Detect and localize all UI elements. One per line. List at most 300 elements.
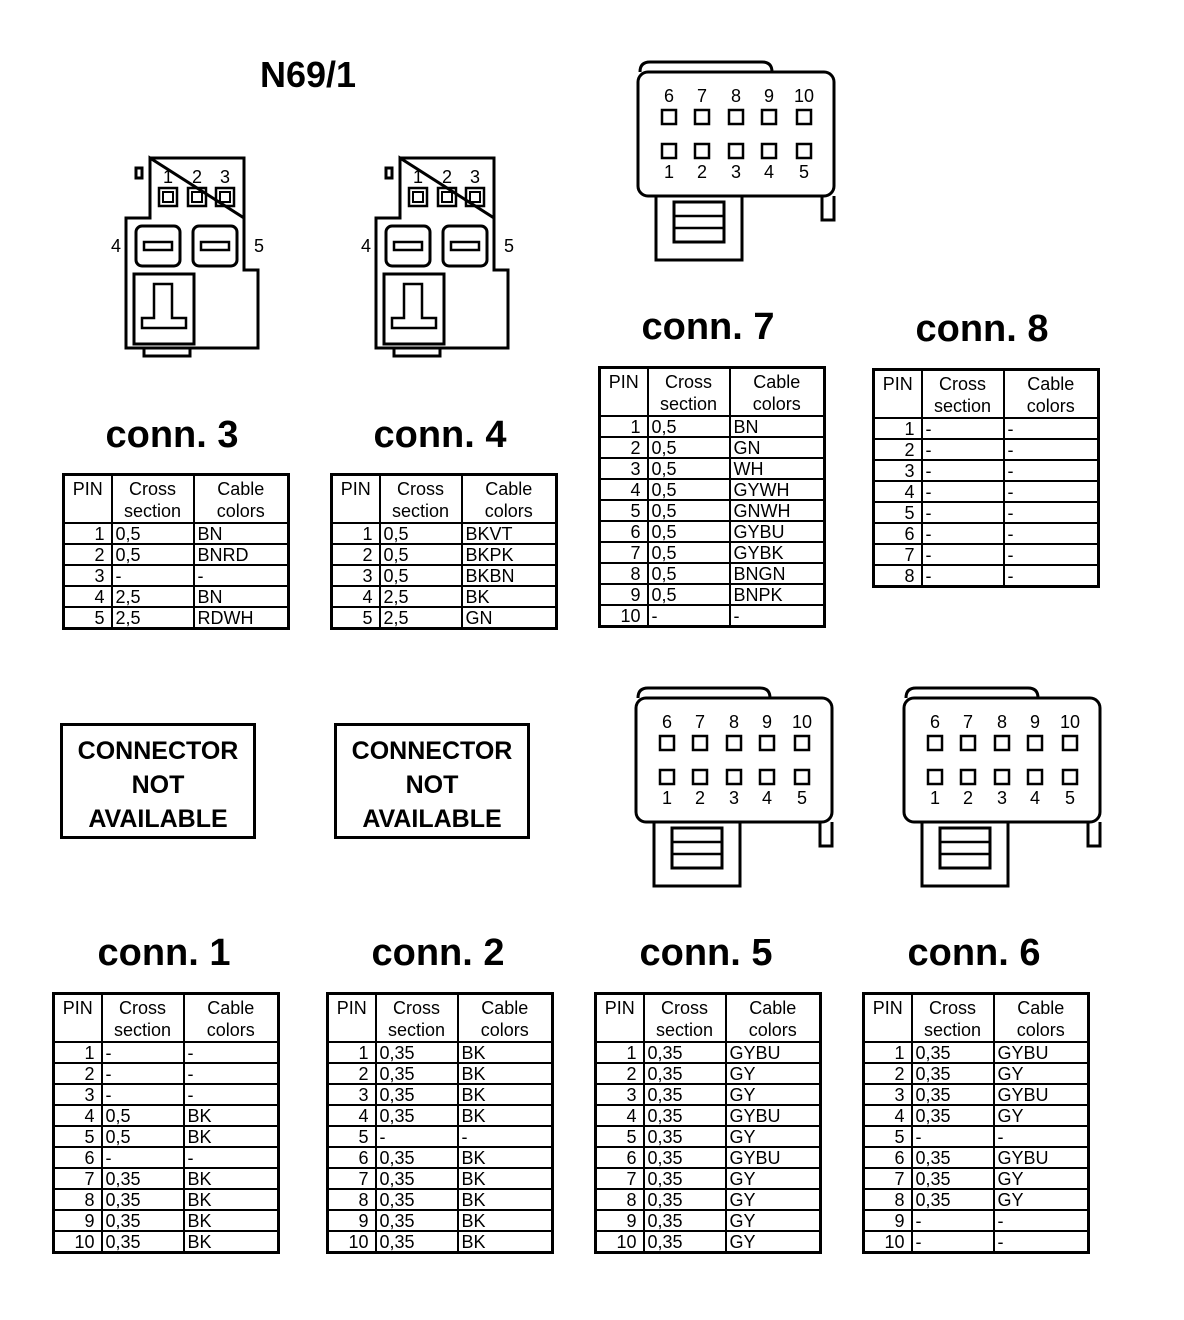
- cable-color-cell: GY: [726, 1084, 821, 1105]
- pin-cell: 4: [54, 1105, 102, 1126]
- cable-color-cell: BK: [458, 1210, 553, 1231]
- pin-contact: [413, 192, 423, 202]
- cable-color-cell: GY: [726, 1168, 821, 1189]
- pin-label: 2: [441, 167, 453, 187]
- cross-section-cell: -: [912, 1231, 994, 1253]
- cross-section-cell: 0,5: [648, 416, 730, 437]
- pin-cell: 7: [596, 1168, 644, 1189]
- pin-label: 3: [469, 167, 481, 187]
- cross-section-cell: -: [922, 544, 1004, 565]
- conn2-title: conn. 2: [371, 932, 505, 974]
- cross-section-cell: -: [922, 481, 1004, 502]
- cable-color-cell: BN: [194, 586, 289, 607]
- cross-section-cell: 0,35: [912, 1105, 994, 1126]
- table-row: [596, 1189, 821, 1210]
- cable-color-cell: -: [994, 1126, 1089, 1147]
- pin-label: 10: [791, 712, 813, 732]
- cross-section-cell: -: [922, 460, 1004, 481]
- pin-header: PIN: [596, 994, 644, 1043]
- housing-tab: [822, 196, 834, 220]
- pin-label: 4: [763, 162, 775, 182]
- table-row: [864, 1210, 1089, 1231]
- pin-cell: 5: [332, 607, 380, 629]
- power-pin-socket: [136, 226, 180, 266]
- cable-color-cell: BKVT: [462, 523, 557, 544]
- pin-cell: 4: [596, 1105, 644, 1126]
- conn3-pin-table: [62, 473, 290, 630]
- latch-tab: [136, 168, 142, 178]
- pin-cell: 4: [332, 586, 380, 607]
- table-header-row: [874, 370, 1099, 419]
- cross-section-header: Cross section: [912, 994, 994, 1043]
- cable-color-cell: -: [184, 1042, 279, 1063]
- pin-cell: 2: [54, 1063, 102, 1084]
- pin-header: PIN: [328, 994, 376, 1043]
- cable-color-cell: -: [184, 1147, 279, 1168]
- pin-cell: 3: [332, 565, 380, 586]
- cable-color-cell: -: [1004, 523, 1099, 544]
- pin-label: 4: [360, 236, 372, 256]
- cable-color-cell: -: [194, 565, 289, 586]
- pin-cell: 2: [600, 437, 648, 458]
- pin-label: 2: [696, 162, 708, 182]
- pin-label: 5: [253, 236, 265, 256]
- pin-header: PIN: [332, 475, 380, 524]
- pin-cell: 1: [64, 523, 112, 544]
- pin-cell: 1: [600, 416, 648, 437]
- pin-cell: 1: [54, 1042, 102, 1063]
- table-row: [596, 1147, 821, 1168]
- cross-section-cell: 0,5: [112, 523, 194, 544]
- pin-label: 3: [219, 167, 231, 187]
- pin-label: 8: [728, 712, 740, 732]
- pin-label: 7: [962, 712, 974, 732]
- pin-label: 6: [663, 86, 675, 106]
- table-row: [596, 1063, 821, 1084]
- table-row: [596, 1084, 821, 1105]
- na-line-2: NOT: [131, 771, 185, 799]
- pin-label: 5: [796, 788, 808, 808]
- table-row: [54, 1168, 279, 1189]
- conn7-pin-table: [598, 366, 826, 628]
- cross-section-cell: 0,5: [648, 458, 730, 479]
- pin-label: 6: [661, 712, 673, 732]
- table-row: [332, 565, 557, 586]
- cross-section-cell: 2,5: [112, 586, 194, 607]
- table-row: [864, 1063, 1089, 1084]
- pin-cell: 8: [874, 565, 922, 587]
- pin-contact: [220, 192, 230, 202]
- latch: [674, 202, 724, 242]
- table-row: [600, 563, 825, 584]
- pin-header: PIN: [64, 475, 112, 524]
- pin-cell: 7: [54, 1168, 102, 1189]
- cable-color-cell: -: [994, 1210, 1089, 1231]
- pin-cell: 5: [600, 500, 648, 521]
- na-line-2: NOT: [405, 771, 459, 799]
- pin-label: 3: [728, 788, 740, 808]
- pin-cell: 3: [328, 1084, 376, 1105]
- cable-color-cell: BK: [184, 1168, 279, 1189]
- table-row: [596, 1168, 821, 1189]
- table-row: [328, 1126, 553, 1147]
- cable-color-cell: -: [1004, 439, 1099, 460]
- pin-cell: 7: [328, 1168, 376, 1189]
- cable-colors-header: Cable colors: [458, 994, 553, 1043]
- cross-section-cell: 2,5: [380, 607, 462, 629]
- table-row: [54, 1210, 279, 1231]
- table-row: [600, 542, 825, 563]
- cable-color-cell: BK: [458, 1042, 553, 1063]
- pin-label: 9: [763, 86, 775, 106]
- cable-color-cell: -: [1004, 481, 1099, 502]
- pin-label: 2: [694, 788, 706, 808]
- table-row: [328, 1168, 553, 1189]
- cable-color-cell: GNWH: [730, 500, 825, 521]
- table-row: [54, 1231, 279, 1253]
- cable-color-cell: GN: [462, 607, 557, 629]
- pin-cell: 8: [600, 563, 648, 584]
- pin-cell: 2: [596, 1063, 644, 1084]
- pin-label: 1: [661, 788, 673, 808]
- cross-section-cell: -: [912, 1126, 994, 1147]
- table-row: [596, 1126, 821, 1147]
- table-row: [596, 1210, 821, 1231]
- housing-tab: [820, 822, 832, 846]
- cable-color-cell: -: [1004, 418, 1099, 439]
- cable-color-cell: BK: [184, 1231, 279, 1253]
- table-row: [54, 1126, 279, 1147]
- connector-4-diagram: [358, 158, 518, 358]
- cross-section-cell: 0,5: [648, 542, 730, 563]
- cable-color-cell: GY: [994, 1105, 1089, 1126]
- pin-cell: 1: [596, 1042, 644, 1063]
- cross-section-cell: 0,35: [912, 1063, 994, 1084]
- cable-color-cell: GYBU: [726, 1147, 821, 1168]
- table-row: [332, 586, 557, 607]
- pin-cell: 5: [864, 1126, 912, 1147]
- cable-colors-header: Cable colors: [194, 475, 289, 524]
- cross-section-cell: 0,35: [644, 1105, 726, 1126]
- pin-cell: 8: [328, 1189, 376, 1210]
- cable-color-cell: -: [730, 605, 825, 627]
- cable-color-cell: BK: [458, 1231, 553, 1253]
- pin-label: 2: [191, 167, 203, 187]
- cross-section-cell: 0,5: [380, 544, 462, 565]
- pin-label: 4: [761, 788, 773, 808]
- na-line-1: CONNECTOR: [351, 737, 513, 765]
- table-row: [874, 418, 1099, 439]
- pin-cell: 10: [600, 605, 648, 627]
- conn2-pin-table: [326, 992, 554, 1254]
- table-row: [596, 1105, 821, 1126]
- pin-label: 3: [730, 162, 742, 182]
- table-row: [332, 607, 557, 629]
- table-row: [864, 1189, 1089, 1210]
- pin-cell: 5: [328, 1126, 376, 1147]
- cable-colors-header: Cable colors: [184, 994, 279, 1043]
- cross-section-header: Cross section: [380, 475, 462, 524]
- cross-section-cell: 0,35: [912, 1168, 994, 1189]
- pin-label: 5: [503, 236, 515, 256]
- table-row: [332, 544, 557, 565]
- pin-label: 10: [1059, 712, 1081, 732]
- pin-cell: 8: [864, 1189, 912, 1210]
- pin-cell: 5: [596, 1126, 644, 1147]
- cable-color-cell: GYBU: [730, 521, 825, 542]
- cross-section-cell: 0,35: [376, 1042, 458, 1063]
- cross-section-cell: -: [922, 502, 1004, 523]
- cross-section-cell: 0,35: [102, 1189, 184, 1210]
- cable-color-cell: BK: [458, 1189, 553, 1210]
- cross-section-cell: 0,5: [648, 437, 730, 458]
- cross-section-cell: 0,35: [102, 1210, 184, 1231]
- pin-socket: [159, 188, 177, 206]
- cable-color-cell: BK: [184, 1210, 279, 1231]
- cross-section-cell: -: [922, 523, 1004, 544]
- table-row: [54, 1147, 279, 1168]
- power-pin-blade: [451, 242, 479, 250]
- pin-contact: [470, 192, 480, 202]
- cross-section-cell: 0,35: [644, 1063, 726, 1084]
- cable-colors-header: Cable colors: [726, 994, 821, 1043]
- table-row: [874, 544, 1099, 565]
- pin-cell: 10: [328, 1231, 376, 1253]
- cable-color-cell: GYBU: [726, 1042, 821, 1063]
- cross-section-cell: 0,35: [644, 1126, 726, 1147]
- cross-section-cell: -: [102, 1147, 184, 1168]
- cable-color-cell: BK: [458, 1168, 553, 1189]
- table-row: [600, 437, 825, 458]
- pin-label: 1: [663, 162, 675, 182]
- cable-color-cell: GYBK: [730, 542, 825, 563]
- pin-label: 9: [761, 712, 773, 732]
- cable-color-cell: GYWH: [730, 479, 825, 500]
- cable-color-cell: BK: [458, 1147, 553, 1168]
- table-row: [864, 1147, 1089, 1168]
- table-row: [596, 1231, 821, 1253]
- latch-tab: [386, 168, 392, 178]
- cross-section-header: Cross section: [102, 994, 184, 1043]
- table-header-row: [332, 475, 557, 524]
- table-row: [328, 1105, 553, 1126]
- conn6-title: conn. 6: [907, 932, 1041, 974]
- pin-cell: 7: [600, 542, 648, 563]
- conn5-pin-table: [594, 992, 822, 1254]
- cable-color-cell: GN: [730, 437, 825, 458]
- cable-color-cell: BN: [730, 416, 825, 437]
- cable-colors-header: Cable colors: [462, 475, 557, 524]
- cross-section-cell: 0,5: [648, 584, 730, 605]
- cross-section-cell: 2,5: [380, 586, 462, 607]
- cross-section-header: Cross section: [112, 475, 194, 524]
- connector-not-available-box-2: [334, 723, 530, 839]
- cable-color-cell: BKPK: [462, 544, 557, 565]
- pin-cell: 3: [600, 458, 648, 479]
- cross-section-cell: 0,5: [648, 500, 730, 521]
- power-pin-socket: [443, 226, 487, 266]
- table-row: [874, 481, 1099, 502]
- pin-cell: 6: [328, 1147, 376, 1168]
- cable-color-cell: GY: [726, 1189, 821, 1210]
- pin-label: 7: [696, 86, 708, 106]
- pin-label: 4: [1029, 788, 1041, 808]
- cable-color-cell: -: [1004, 565, 1099, 587]
- table-row: [64, 565, 289, 586]
- cross-section-cell: -: [102, 1042, 184, 1063]
- pin-cell: 9: [600, 584, 648, 605]
- pin-label: 8: [730, 86, 742, 106]
- cross-section-cell: 0,35: [912, 1042, 994, 1063]
- cross-section-cell: -: [112, 565, 194, 586]
- table-row: [64, 586, 289, 607]
- table-row: [600, 479, 825, 500]
- pin-cell: 1: [332, 523, 380, 544]
- conn8-title: conn. 8: [915, 308, 1049, 350]
- cross-section-cell: 0,35: [376, 1210, 458, 1231]
- cross-section-cell: 0,35: [102, 1231, 184, 1253]
- cross-section-cell: 0,5: [648, 521, 730, 542]
- pin-cell: 4: [864, 1105, 912, 1126]
- cross-section-cell: -: [102, 1063, 184, 1084]
- pin-cell: 4: [600, 479, 648, 500]
- pin-header: PIN: [874, 370, 922, 419]
- cable-color-cell: BK: [184, 1189, 279, 1210]
- conn1-title: conn. 1: [97, 932, 231, 974]
- cable-color-cell: -: [1004, 544, 1099, 565]
- cable-color-cell: GY: [994, 1189, 1089, 1210]
- cable-color-cell: GYBU: [994, 1147, 1089, 1168]
- cable-color-cell: -: [184, 1063, 279, 1084]
- pin-socket: [409, 188, 427, 206]
- table-row: [874, 439, 1099, 460]
- pin-cell: 5: [54, 1126, 102, 1147]
- pin-cell: 4: [328, 1105, 376, 1126]
- cross-section-cell: 0,5: [102, 1126, 184, 1147]
- table-row: [54, 1189, 279, 1210]
- pin-label: 2: [962, 788, 974, 808]
- cross-section-header: Cross section: [376, 994, 458, 1043]
- cable-color-cell: BN: [194, 523, 289, 544]
- cross-section-cell: 0,35: [644, 1084, 726, 1105]
- pin-cell: 9: [328, 1210, 376, 1231]
- cross-section-cell: 0,35: [376, 1231, 458, 1253]
- pin-cell: 5: [874, 502, 922, 523]
- table-row: [596, 1042, 821, 1063]
- cross-section-header: Cross section: [644, 994, 726, 1043]
- cross-section-cell: 0,35: [376, 1147, 458, 1168]
- cable-colors-header: Cable colors: [994, 994, 1089, 1043]
- latch: [940, 828, 990, 868]
- cross-section-cell: -: [648, 605, 730, 627]
- table-row: [864, 1105, 1089, 1126]
- pin-label: 7: [694, 712, 706, 732]
- table-row: [328, 1189, 553, 1210]
- cable-color-cell: GY: [726, 1231, 821, 1253]
- pin-cell: 3: [54, 1084, 102, 1105]
- pin-cell: 2: [864, 1063, 912, 1084]
- power-pin-blade: [201, 242, 229, 250]
- table-row: [64, 607, 289, 629]
- table-row: [600, 416, 825, 437]
- pin-header: PIN: [54, 994, 102, 1043]
- pin-cell: 4: [874, 481, 922, 502]
- pin-label: 8: [996, 712, 1008, 732]
- table-row: [600, 605, 825, 627]
- table-row: [864, 1126, 1089, 1147]
- table-header-row: [596, 994, 821, 1043]
- cable-color-cell: GY: [726, 1063, 821, 1084]
- table-row: [600, 458, 825, 479]
- cross-section-header: Cross section: [922, 370, 1004, 419]
- table-row: [874, 502, 1099, 523]
- cable-color-cell: WH: [730, 458, 825, 479]
- table-row: [54, 1105, 279, 1126]
- cross-section-cell: 0,5: [112, 544, 194, 565]
- cross-section-cell: 0,35: [912, 1189, 994, 1210]
- cable-color-cell: -: [994, 1231, 1089, 1253]
- cross-section-cell: 0,35: [376, 1063, 458, 1084]
- table-row: [332, 523, 557, 544]
- cable-color-cell: -: [1004, 460, 1099, 481]
- table-row: [64, 544, 289, 565]
- na-line-3: AVAILABLE: [88, 805, 228, 833]
- table-row: [54, 1042, 279, 1063]
- pin-label: 10: [793, 86, 815, 106]
- cross-section-cell: -: [922, 439, 1004, 460]
- table-row: [864, 1084, 1089, 1105]
- cable-color-cell: -: [1004, 502, 1099, 523]
- cross-section-cell: 0,35: [376, 1084, 458, 1105]
- table-row: [874, 460, 1099, 481]
- cross-section-cell: 0,5: [648, 479, 730, 500]
- cable-color-cell: BNRD: [194, 544, 289, 565]
- cross-section-cell: 0,35: [102, 1168, 184, 1189]
- connector-not-available-box-1: [60, 723, 256, 839]
- table-row: [600, 521, 825, 542]
- cable-color-cell: GY: [994, 1168, 1089, 1189]
- cable-color-cell: GY: [726, 1126, 821, 1147]
- pin-cell: 3: [596, 1084, 644, 1105]
- cable-color-cell: GY: [994, 1063, 1089, 1084]
- pin-cell: 10: [864, 1231, 912, 1253]
- cross-section-cell: 0,35: [644, 1147, 726, 1168]
- cross-section-cell: 0,35: [644, 1168, 726, 1189]
- pin-cell: 7: [874, 544, 922, 565]
- table-row: [328, 1084, 553, 1105]
- pin-cell: 10: [596, 1231, 644, 1253]
- pin-cell: 1: [874, 418, 922, 439]
- cross-section-cell: -: [376, 1126, 458, 1147]
- pin-cell: 10: [54, 1231, 102, 1253]
- cable-color-cell: GYBU: [726, 1105, 821, 1126]
- cross-section-cell: 0,35: [644, 1042, 726, 1063]
- pin-cell: 2: [332, 544, 380, 565]
- cross-section-cell: -: [922, 565, 1004, 587]
- table-row: [328, 1042, 553, 1063]
- cable-colors-header: Cable colors: [730, 368, 825, 417]
- na-line-1: CONNECTOR: [77, 737, 239, 765]
- cross-section-cell: 0,35: [644, 1231, 726, 1253]
- pin-contact: [442, 192, 452, 202]
- pin-cell: 2: [328, 1063, 376, 1084]
- table-header-row: [54, 994, 279, 1043]
- pin-cell: 9: [596, 1210, 644, 1231]
- cable-color-cell: BK: [184, 1126, 279, 1147]
- cable-color-cell: BK: [462, 586, 557, 607]
- pin-header: PIN: [864, 994, 912, 1043]
- lock-lever: [392, 284, 436, 328]
